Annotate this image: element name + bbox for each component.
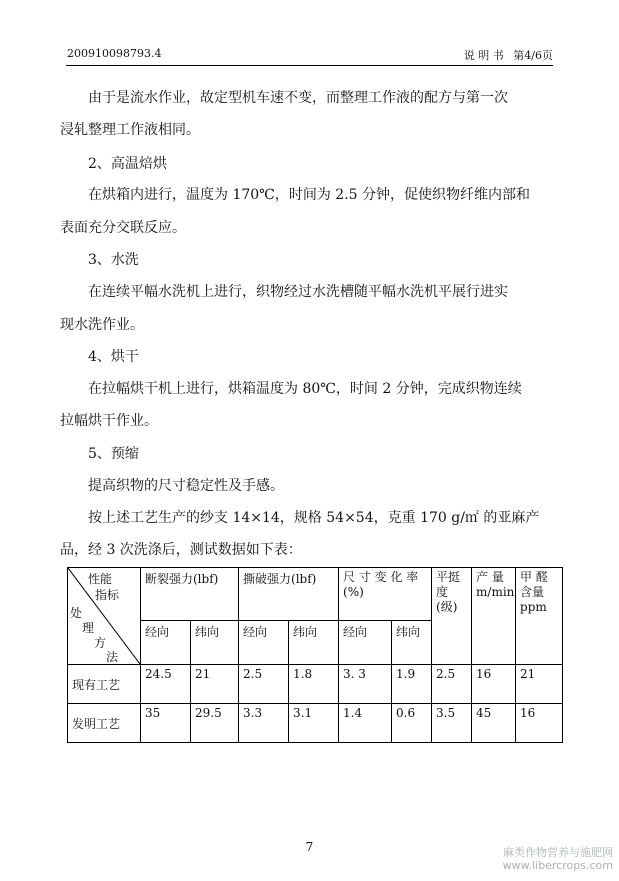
table-cell: 3.5 <box>432 704 472 743</box>
table-cell: 45 <box>472 704 516 743</box>
table-cell: 16 <box>472 665 516 704</box>
column-header: 甲 醛 含量 ppm <box>516 568 563 665</box>
watermark <box>503 846 613 872</box>
subheader-cell: 经向 <box>141 621 191 665</box>
subheader-cell: 经向 <box>239 621 289 665</box>
table-cell: 35 <box>141 704 191 743</box>
table-cell: 1.8 <box>289 665 339 704</box>
table-cell: 1.4 <box>339 704 392 743</box>
table-row <box>68 704 563 743</box>
table-cell: 1.9 <box>392 665 432 704</box>
column-header: 尺 寸 变 化 率 (%) <box>339 568 432 621</box>
table-row <box>68 665 563 704</box>
row-header: 发明工艺 <box>68 704 141 743</box>
column-header: 产 量 m/min <box>472 568 516 665</box>
patent-number: 200910098793.4 <box>67 47 162 60</box>
subheader-cell: 纬向 <box>191 621 239 665</box>
section-heading: 2、高温焙烘 <box>88 156 167 172</box>
corner-label: 理 <box>82 621 95 635</box>
page-number: 7 <box>305 840 314 854</box>
section-heading: 4、烘干 <box>88 349 139 365</box>
row-header: 现有工艺 <box>68 665 141 704</box>
paragraph-line: 现水洗作业。 <box>60 317 144 333</box>
header-rule <box>66 65 553 66</box>
table-cell: 16 <box>516 704 563 743</box>
section-heading: 5、预缩 <box>88 446 139 462</box>
table-cell: 3. 3 <box>339 665 392 704</box>
table-cell: 24.5 <box>141 665 191 704</box>
subheader-cell: 纬向 <box>392 621 432 665</box>
table-cell: 3.3 <box>239 704 289 743</box>
paragraph-line: 提高织物的尺寸稳定性及手感。 <box>88 478 284 494</box>
table-cell: 3.1 <box>289 704 339 743</box>
table-corner-cell <box>68 568 141 665</box>
paragraph-line: 在连续平幅水洗机上进行，织物经过水洗槽随平幅水洗机平展行进实 <box>88 284 508 300</box>
corner-label: 处 <box>70 606 83 620</box>
paragraph-line: 拉幅烘干作业。 <box>60 413 158 429</box>
paragraph-line: 表面充分交联反应。 <box>60 220 186 236</box>
document-type: 说 明 书 <box>463 49 504 62</box>
table-cell: 0.6 <box>392 704 432 743</box>
column-header: 断裂强力(lbf) <box>141 568 239 621</box>
watermark-url: www.libercrops.com <box>502 859 613 873</box>
watermark-site-name: 麻类作物营养与施肥网 <box>503 846 613 859</box>
corner-label: 法 <box>106 650 119 664</box>
paragraph-line: 在拉幅烘干机上进行，烘箱温度为 80℃，时间 2 分钟，完成织物连续 <box>88 381 522 397</box>
table-cell: 2.5 <box>239 665 289 704</box>
paragraph-line: 由于是流水作业，故定型机车速不变，而整理工作液的配方与第一次 <box>88 90 508 106</box>
table-cell: 21 <box>191 665 239 704</box>
paragraph-line: 按上述工艺生产的纱支 14×14，规格 54×54，克重 170 g/㎡ 的亚麻产 <box>88 510 540 526</box>
section-heading: 3、水洗 <box>88 252 139 268</box>
corner-label: 方 <box>94 636 107 650</box>
column-header: 撕破强力(lbf) <box>239 568 339 621</box>
page-indicator: 第4/6页 <box>513 49 553 62</box>
table-cell: 29.5 <box>191 704 239 743</box>
table-cell: 2.5 <box>432 665 472 704</box>
subheader-cell: 经向 <box>339 621 392 665</box>
column-header: 平挺度(级) <box>432 568 472 665</box>
corner-label: 性能 <box>88 572 113 586</box>
table-cell: 21 <box>516 665 563 704</box>
paragraph-line: 在烘箱内进行，温度为 170℃，时间为 2.5 分钟，促使织物纤维内部和 <box>88 187 530 203</box>
test-results-table <box>67 567 563 743</box>
paragraph-line: 品，经 3 次洗涤后，测试数据如下表： <box>60 542 302 558</box>
header-right <box>464 47 553 63</box>
corner-label: 指标 <box>95 588 120 602</box>
subheader-cell: 纬向 <box>289 621 339 665</box>
paragraph-line: 浸轧整理工作液相同。 <box>60 122 200 138</box>
